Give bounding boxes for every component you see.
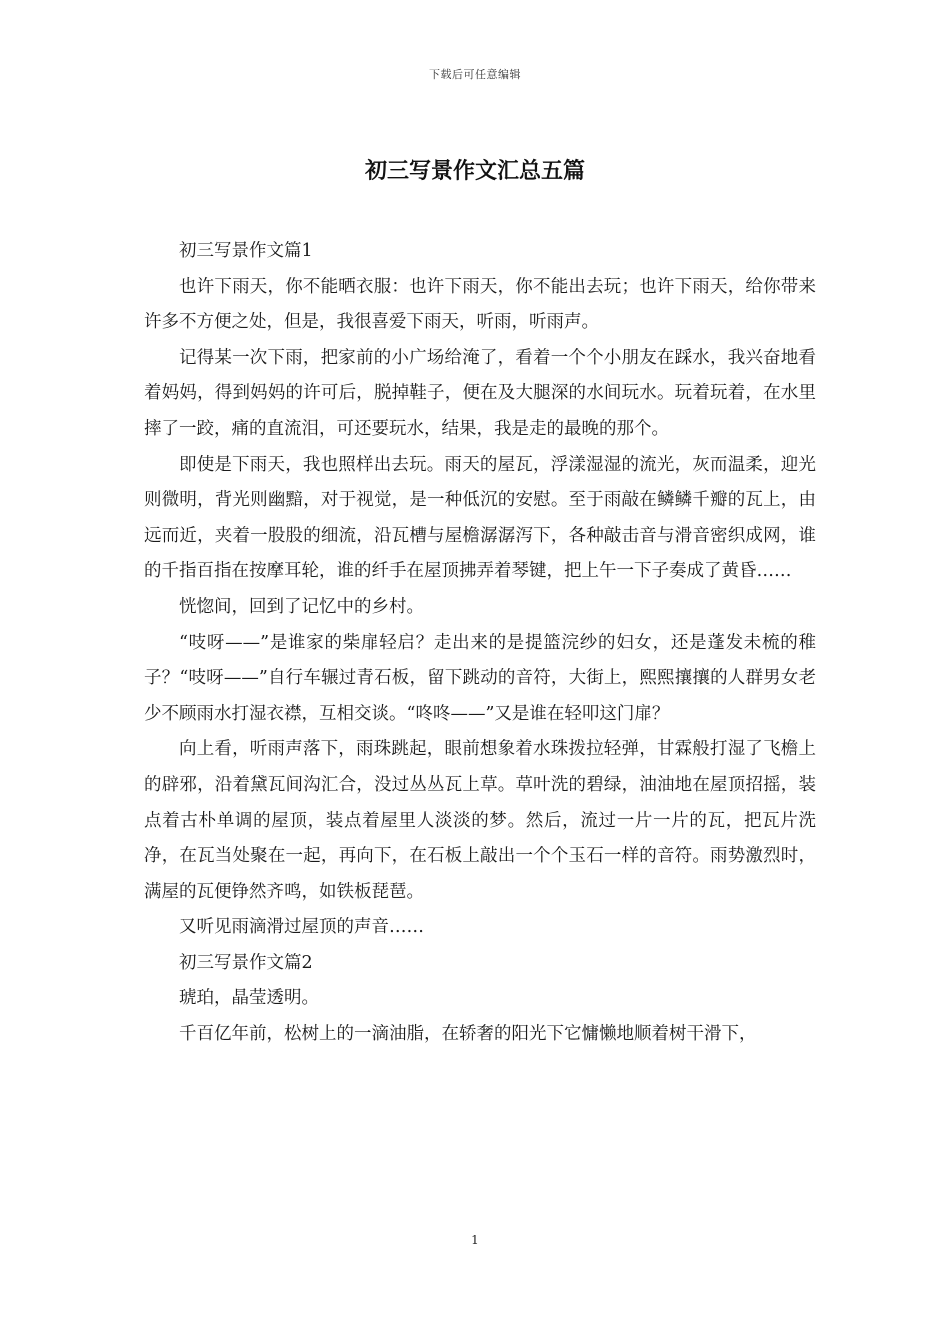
paragraph: 千百亿年前，松树上的一滴油脂，在轿奢的阳光下它慵懒地顺着树干滑下， <box>179 1024 757 1045</box>
section-heading-1: 初三写景作文篇1 <box>179 241 313 261</box>
paragraph: “吱呀——”是谁家的柴扉轻启？走出来的是提篮浣纱的妇女，还是蓬发未梳的稚子？“吱呀——”自行车辗过青石板，留下跳动的音符，大街上，熙熙攘攘的人群男女老少不顾雨水打湿衣襟，互相交谈。“咚咚——”又是谁在轻叩这门扉？ <box>144 632 816 724</box>
paragraph: 向上看，听雨声落下，雨珠跳起，眼前想象着水珠拨拉轻弹，甘霖般打湿了飞檐上的辟邪，沿着黛瓦间沟汇合，没过丛丛瓦上草。草叶洗的碧绿，油油地在屋顶招摇，装点着古朴单调的屋顶，装点着屋里人淡淡的梦。然后，流过一片一片的瓦，把瓦片洗净，在瓦当处聚在一起，再向下，在石板上敲出一个个玉石一样的音符。雨势激烈时，满屋的瓦便铮然齐鸣，如铁板琵琶。 <box>144 739 816 902</box>
document-body <box>144 234 816 1053</box>
paragraph: 即使是下雨天，我也照样出去玩。雨天的屋瓦，浮漾湿湿的流光，灰而温柔，迎光则微明，背光则幽黯，对于视觉，是一种低沉的安慰。至于雨敲在鳞鳞千瓣的瓦上，由远而近，夹着一股股的细流，沿瓦槽与屋檐潺潺泻下，各种敲击音与滑音密织成网，谁的千指百指在按摩耳轮，谁的纤手在屋顶拂弄着琴键，把上午一下子奏成了黄昏…… <box>144 454 816 582</box>
paragraph: 恍惚间，回到了记忆中的乡村。 <box>179 596 424 617</box>
page-number: 1 <box>471 1233 479 1247</box>
paragraph: 也许下雨天，你不能晒衣服：也许下雨天，你不能出去玩；也许下雨天，给你带来许多不方便之处，但是，我很喜爱下雨天，听雨，听雨声。 <box>144 276 816 333</box>
document-title: 初三写景作文汇总五篇 <box>364 158 585 184</box>
paragraph: 又听见雨滴滑过屋顶的声音…… <box>179 917 424 938</box>
section-heading-2: 初三写景作文篇2 <box>179 952 313 973</box>
paragraph: 琥珀，晶莹透明。 <box>179 988 319 1009</box>
paragraph: 记得某一次下雨，把家前的小广场给淹了，看着一个个小朋友在踩水，我兴奋地看着妈妈，得到妈妈的许可后，脱掉鞋子，便在及大腿深的水间玩水。玩着玩着，在水里摔了一跤，痛的直流泪，可还要玩水，结果，我是走的最晚的那个。 <box>144 347 816 439</box>
header-note: 下载后可任意编辑 <box>429 68 521 81</box>
